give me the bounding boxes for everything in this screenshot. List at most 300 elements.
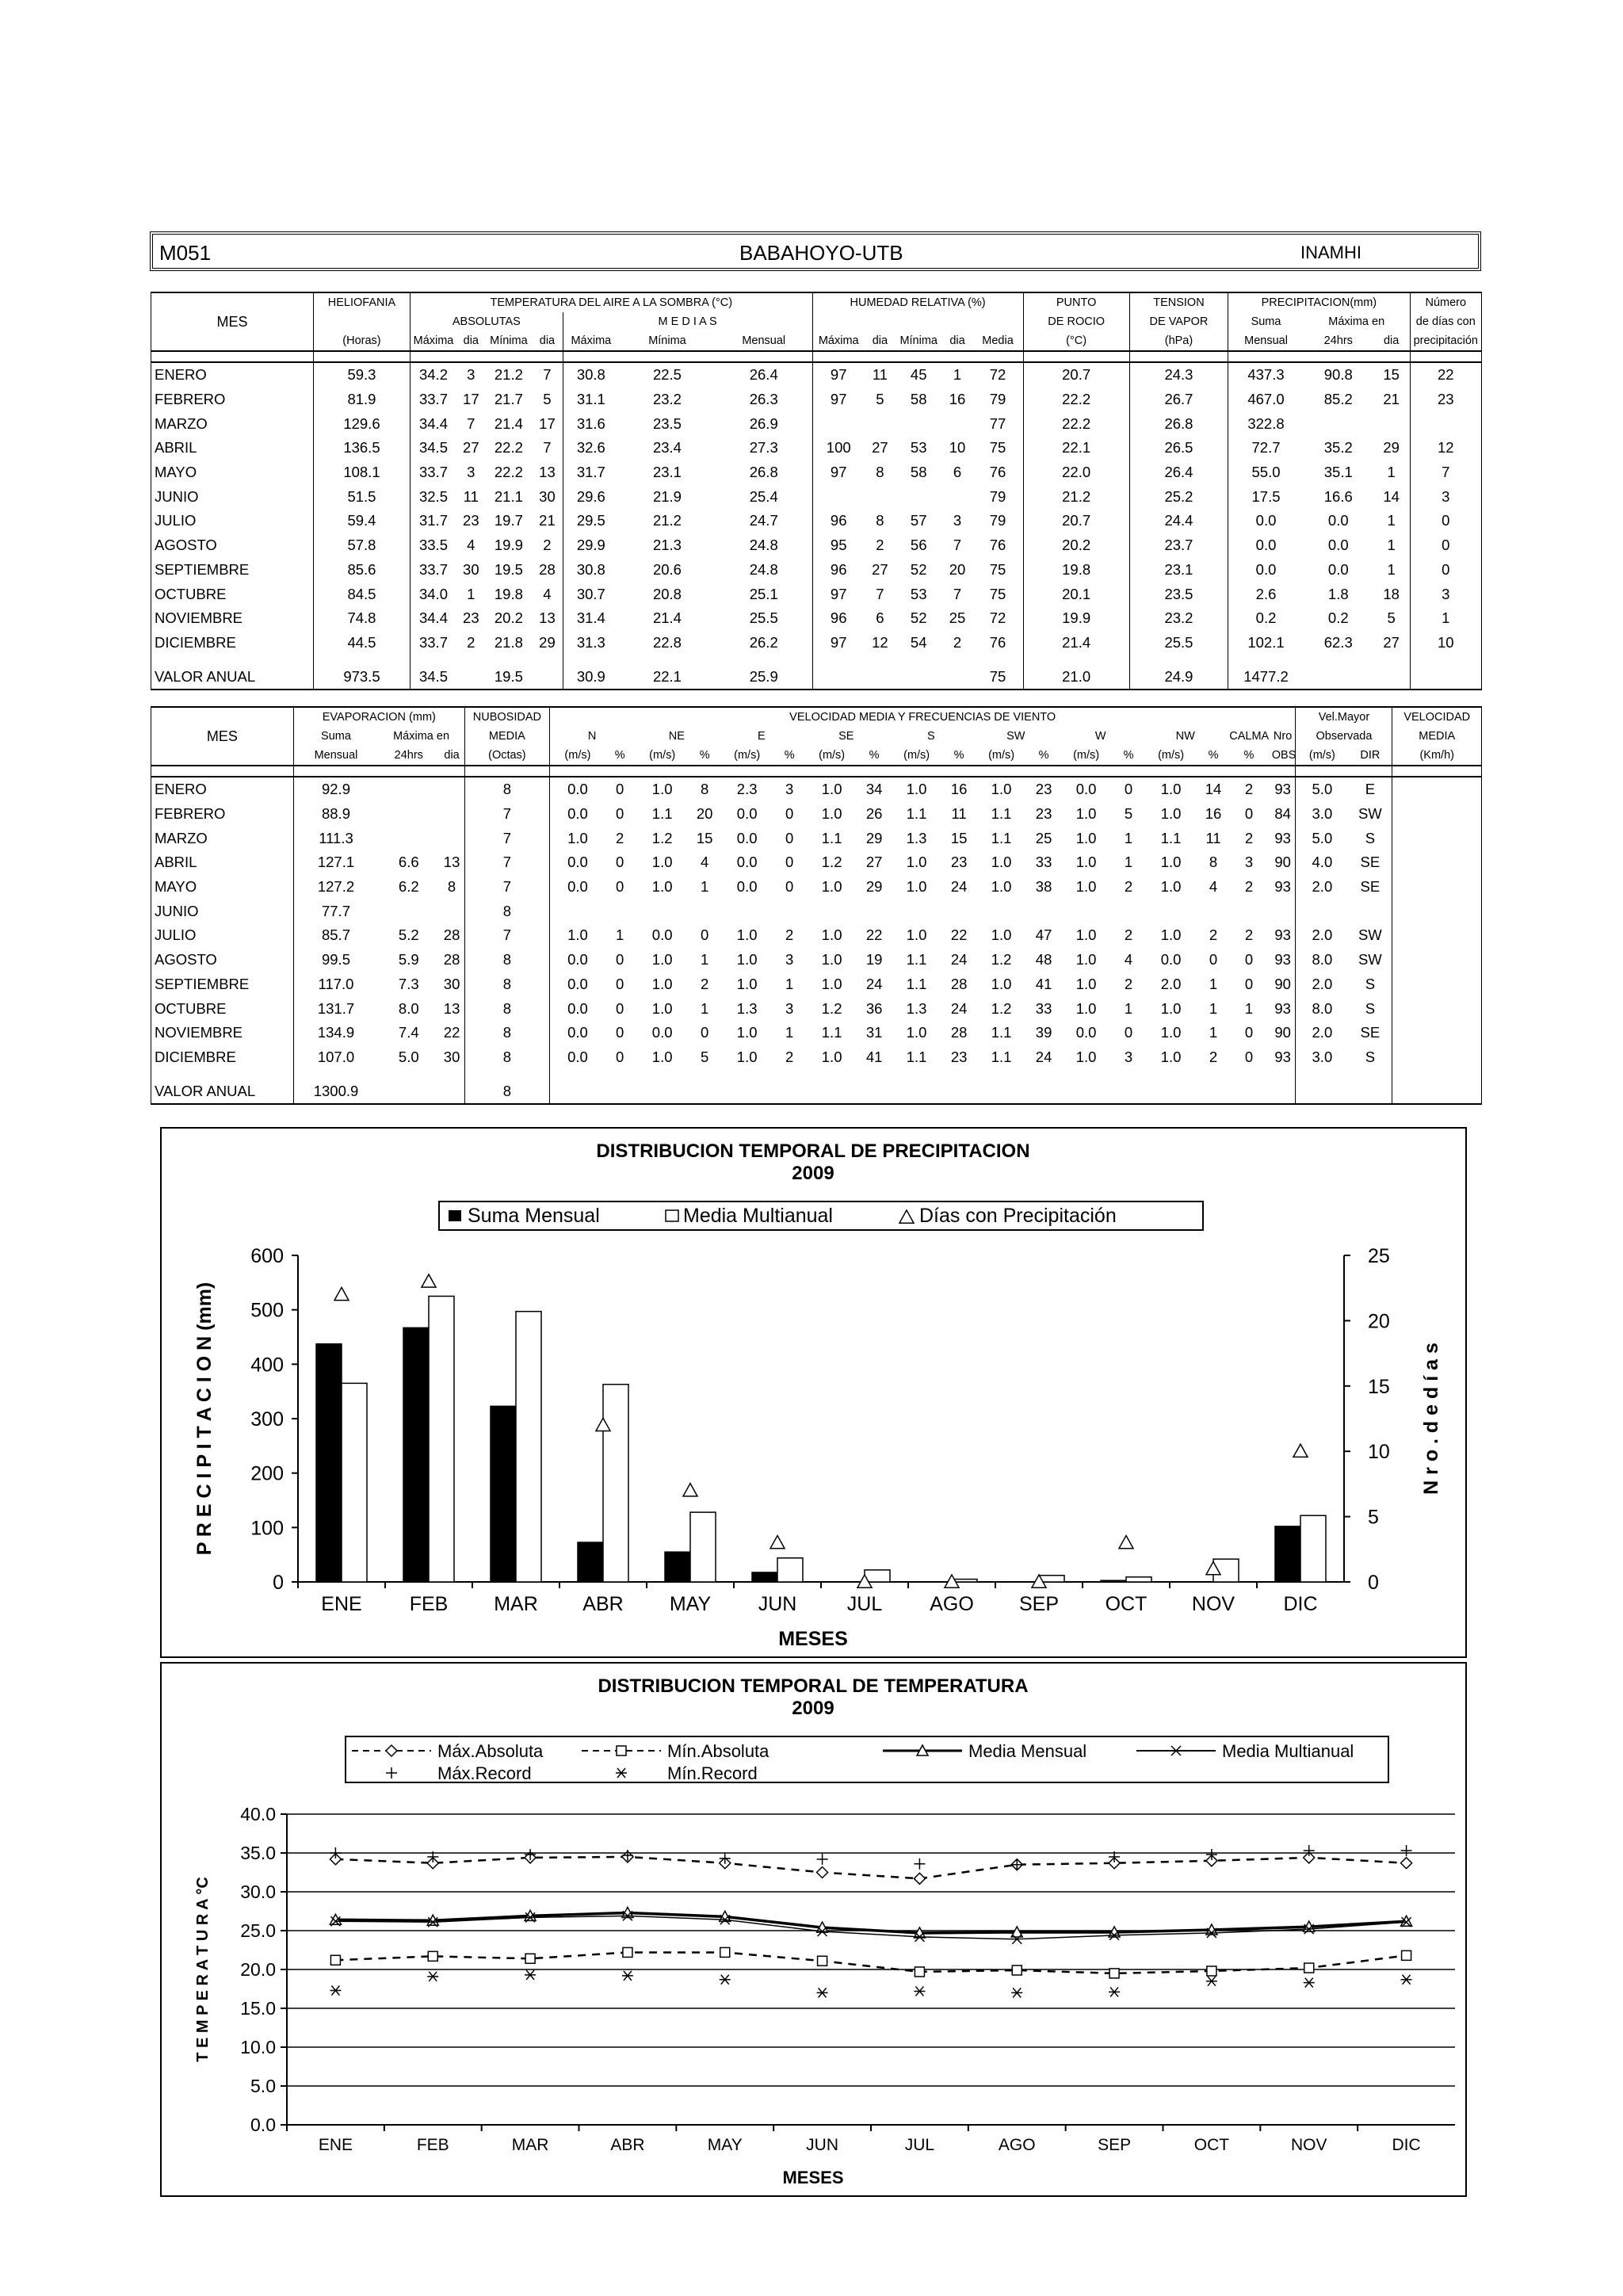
table-cell: 26.3 xyxy=(749,391,778,408)
table-cell xyxy=(865,351,896,362)
table-cell: 1.0 xyxy=(1075,926,1097,944)
table-cell: 1.0 xyxy=(821,975,842,992)
table-cell xyxy=(1392,1045,1482,1070)
x-tick-label: ABR xyxy=(582,1593,624,1615)
table-cell: 0.0 xyxy=(736,854,758,871)
table-cell: 34 xyxy=(860,777,888,802)
point-min-record xyxy=(914,1986,925,1996)
table-cell: 21.1 xyxy=(494,487,523,505)
table-cell xyxy=(1296,766,1348,777)
x-tick-label: JUL xyxy=(904,2136,935,2154)
table-cell: 25.1 xyxy=(749,585,778,602)
table-cell: 21.8 xyxy=(494,633,523,651)
table-cell: 2.3 xyxy=(719,777,775,802)
table-cell: 59.4 xyxy=(313,509,410,533)
table-cell xyxy=(945,1069,973,1079)
table-cell: OCTUBRE xyxy=(151,996,294,1021)
table-cell: 2 xyxy=(785,1048,794,1065)
table-cell: 1 xyxy=(1209,1024,1218,1041)
table-cell xyxy=(439,826,464,850)
table-cell xyxy=(942,655,973,664)
table-cell: 23 xyxy=(463,512,479,529)
table-cell xyxy=(605,1069,634,1079)
table-cell: SE xyxy=(1360,854,1381,871)
table-cell: 1.1 xyxy=(991,829,1012,846)
table-cell xyxy=(634,766,690,777)
table-cell: 24 xyxy=(950,878,968,896)
table-cell: 96 xyxy=(812,509,865,533)
table-cell: 0 xyxy=(1244,975,1254,992)
table-cell: Mínima xyxy=(896,331,942,351)
table-cell: 1.0 xyxy=(634,777,690,802)
table-cell: 53 xyxy=(910,439,927,457)
table-cell xyxy=(865,484,896,509)
table-cell: (m/s) xyxy=(1296,746,1348,766)
table-cell: 0 xyxy=(616,1048,624,1065)
table-cell: 25.2 xyxy=(1129,484,1228,509)
table-cell: 38 xyxy=(1035,878,1052,896)
table-cell: 1.0 xyxy=(804,777,860,802)
x-tick-label: OCT xyxy=(1105,1593,1148,1615)
point-min-absoluta xyxy=(1012,1966,1022,1975)
table-cell: 24.9 xyxy=(1129,664,1228,690)
table-cell: (m/s) xyxy=(634,746,690,766)
table-cell: 1.1 xyxy=(906,1048,927,1065)
table-cell xyxy=(1392,1079,1482,1104)
table-cell: 0 xyxy=(616,1024,624,1041)
table-cell: Número xyxy=(1410,292,1481,312)
chart-title: DISTRIBUCION TEMPORAL DE PRECIPITACION xyxy=(596,1140,1030,1162)
table-cell: Mínima xyxy=(619,331,716,351)
table-cell: DE VAPOR xyxy=(1129,312,1228,331)
table-cell: % xyxy=(1199,746,1228,766)
table-cell xyxy=(1410,664,1481,690)
y-axis-title: T E M P E R A T U R A °C xyxy=(194,1877,212,2062)
table-cell xyxy=(865,664,896,690)
table-cell: 22 xyxy=(950,926,968,944)
legend-label: Mín.Record xyxy=(667,1763,758,1783)
table-cell: 1.0 xyxy=(888,777,945,802)
table-cell: MAYO xyxy=(151,875,294,900)
table-cell: 24.4 xyxy=(1129,509,1228,533)
table-cell xyxy=(973,1069,1029,1079)
bar-suma-mensual xyxy=(403,1328,429,1582)
table-cell xyxy=(549,1069,605,1079)
table-cell: 2 xyxy=(1244,878,1254,896)
table-cell: 8.0 xyxy=(1296,948,1348,972)
table-cell: 85.6 xyxy=(313,558,410,583)
table-cell: 25.5 xyxy=(749,609,778,627)
table-row xyxy=(151,802,1482,827)
table-cell: 0.0 xyxy=(1327,537,1349,554)
bar-media-multianual xyxy=(777,1558,803,1582)
table-row xyxy=(151,484,1482,509)
table-cell: 24 xyxy=(865,975,883,992)
table-cell: 45 xyxy=(896,362,942,388)
point-max-absoluta xyxy=(914,1873,925,1884)
table-cell: 33 xyxy=(1035,999,1052,1017)
table-cell: 0 xyxy=(616,878,624,896)
table-cell: 19.8 xyxy=(1023,558,1129,583)
table-cell: 0.0 xyxy=(549,777,605,802)
table-cell: SW xyxy=(1358,926,1382,944)
table-cell: 1 xyxy=(1410,606,1481,631)
table-cell: 25 xyxy=(949,609,966,627)
table-cell: 20.7 xyxy=(1023,509,1129,533)
table-cell: SW xyxy=(1358,951,1382,968)
table-cell: 1.1 xyxy=(906,805,927,823)
table-cell: NW xyxy=(1175,730,1195,743)
table-cell: ENERO xyxy=(151,777,294,802)
x-tick-label: MAR xyxy=(511,2136,549,2154)
x-tick-label: AGO xyxy=(930,1593,974,1615)
legend-swatch-media xyxy=(666,1210,678,1221)
table-cell: 129.6 xyxy=(313,411,410,436)
table-cell: 31.6 xyxy=(563,411,619,436)
table-cell: 23.2 xyxy=(652,391,682,408)
table-cell xyxy=(464,1069,549,1079)
bar-suma-mensual xyxy=(665,1552,690,1582)
table-cell: SE xyxy=(1360,878,1381,896)
table-cell: 24.8 xyxy=(749,537,778,554)
table-cell: 7 xyxy=(464,802,549,827)
table-row xyxy=(151,826,1482,850)
table-cell: NE xyxy=(668,730,685,743)
table-cell: (m/s) xyxy=(888,746,945,766)
table-cell: 5 xyxy=(543,391,552,408)
table-cell: 3 xyxy=(1124,1048,1133,1065)
table-cell: % xyxy=(690,746,719,766)
table-cell: S xyxy=(1365,999,1376,1017)
table-cell: TEMPERATURA DEL AIRE A LA SOMBRA (°C) xyxy=(410,292,812,312)
table-cell: 41 xyxy=(1035,975,1052,992)
point-min-absoluta xyxy=(818,1956,827,1966)
table-cell: 23 xyxy=(950,854,968,871)
table-cell xyxy=(896,484,942,509)
table-cell: 0 xyxy=(1410,533,1481,558)
table-cell: 1.2 xyxy=(821,999,842,1017)
legend-marker xyxy=(617,1746,626,1755)
table-cell: DE ROCIO xyxy=(1023,312,1129,331)
table-cell: 131.7 xyxy=(293,996,378,1021)
table-cell: 0.0 xyxy=(1228,509,1304,533)
table-cell: Media xyxy=(973,331,1024,351)
table-cell xyxy=(464,766,549,777)
y-tick-label: 5.0 xyxy=(250,2076,276,2096)
table-cell: 1.1 xyxy=(991,1024,1012,1041)
table-cell: 13 xyxy=(539,464,556,481)
table-cell xyxy=(439,1079,464,1104)
table-cell: 3 xyxy=(775,777,804,802)
x-tick-label: JUN xyxy=(806,2136,839,2154)
table-cell: dia xyxy=(439,746,464,766)
x-tick-label: FEB xyxy=(409,1593,449,1615)
table-cell: 11 xyxy=(1205,829,1221,846)
table-cell: 2.0 xyxy=(1296,972,1348,997)
table-cell xyxy=(1114,1069,1143,1079)
point-min-record xyxy=(622,1971,633,1981)
table-cell: 33 xyxy=(1035,854,1052,871)
table-cell: 52 xyxy=(910,560,927,578)
table-cell: 1.0 xyxy=(1075,878,1097,896)
table-cell: 3 xyxy=(785,951,794,968)
table-cell: 1.0 xyxy=(906,878,927,896)
table-cell: 95 xyxy=(812,533,865,558)
table-cell: 1.0 xyxy=(991,878,1012,896)
table-cell: 6.6 xyxy=(398,854,419,871)
table-cell: 0 xyxy=(1244,951,1254,968)
y-tick-label: 0 xyxy=(273,1572,284,1594)
header-row xyxy=(151,746,1482,766)
table-cell: SW xyxy=(1358,805,1382,823)
table-cell: 23.1 xyxy=(1129,558,1228,583)
table-cell xyxy=(1296,899,1348,923)
table-row xyxy=(151,558,1482,583)
table-cell: 437.3 xyxy=(1228,362,1304,388)
table-cell: 33.7 xyxy=(410,388,456,412)
table-cell: 93 xyxy=(1270,777,1296,802)
table-cell: 8 xyxy=(1209,854,1218,871)
table-cell: 3 xyxy=(1410,484,1481,509)
table-cell: 30.9 xyxy=(563,664,619,690)
table-row xyxy=(151,972,1482,997)
table-cell: E xyxy=(1348,777,1392,802)
table-row xyxy=(151,850,1482,875)
table-cell: 47 xyxy=(1035,926,1052,944)
table-cell: 0.0 xyxy=(1058,777,1114,802)
table-cell: 16 xyxy=(945,777,973,802)
table-cell: MARZO xyxy=(151,826,294,850)
x-tick-label: ABR xyxy=(610,2136,645,2154)
table-cell: 1.0 xyxy=(1160,878,1182,896)
table-cell xyxy=(1270,1069,1296,1079)
table-cell: 15 xyxy=(1373,362,1410,388)
marker-dias-precipitacion xyxy=(422,1274,436,1287)
table-cell: 53 xyxy=(910,585,927,602)
table-cell xyxy=(1410,655,1481,664)
table-cell: 21.2 xyxy=(486,362,533,388)
x-tick-label: AGO xyxy=(998,2136,1036,2154)
table-cell xyxy=(456,351,486,362)
table-cell: 22.5 xyxy=(619,362,716,388)
table-cell: 7.4 xyxy=(398,1024,419,1041)
table-cell: 76 xyxy=(989,633,1006,651)
table-cell: 28 xyxy=(950,975,968,992)
y-tick-label: 300 xyxy=(250,1408,284,1431)
table-cell: DICIEMBRE xyxy=(151,1045,294,1070)
table-cell: 1.0 xyxy=(1160,1024,1182,1041)
table-cell: 117.0 xyxy=(293,972,378,997)
table-cell: PRECIPITACION(mm) xyxy=(1228,292,1410,312)
y2-tick-label: 25 xyxy=(1368,1245,1390,1267)
table-cell: 23 xyxy=(950,1048,968,1065)
table-cell: 1.0 xyxy=(651,1048,673,1065)
bar-media-multianual xyxy=(1126,1577,1151,1582)
table-row xyxy=(151,460,1482,485)
table-cell: 2.6 xyxy=(1228,582,1304,606)
table-cell: 19.9 xyxy=(494,537,523,554)
table-cell: 90 xyxy=(1274,975,1291,992)
table-row xyxy=(151,606,1482,631)
table-cell: 1 xyxy=(701,951,709,968)
table-cell: 22 xyxy=(1410,362,1481,388)
table-cell: 5.0 xyxy=(1296,777,1348,802)
table-cell xyxy=(719,899,775,923)
table-cell: 39 xyxy=(1035,1024,1052,1041)
table-cell xyxy=(1129,351,1228,362)
table-cell: 32.6 xyxy=(563,436,619,460)
table-cell: 2 xyxy=(1124,975,1133,992)
header-row xyxy=(151,727,1482,746)
table-cell xyxy=(812,664,865,690)
table-cell: 30 xyxy=(443,975,460,992)
y2-tick-label: 15 xyxy=(1368,1375,1390,1398)
table-cell: 1.3 xyxy=(906,999,927,1017)
table-cell xyxy=(1296,1079,1348,1104)
table-cell: 88.9 xyxy=(293,802,378,827)
temperature-chart-frame xyxy=(160,1662,1467,2197)
table-cell: 8 xyxy=(447,878,456,896)
x-tick-label: JUL xyxy=(846,1593,883,1615)
table-cell xyxy=(293,766,378,777)
table-cell: 20.8 xyxy=(652,585,682,602)
table-cell: 11 xyxy=(463,487,479,505)
table-cell: 36 xyxy=(865,999,883,1017)
table-cell: 2 xyxy=(467,633,475,651)
table-cell: 34.4 xyxy=(410,606,456,631)
table-cell xyxy=(1228,1079,1270,1104)
table-cell xyxy=(439,766,464,777)
annual-row xyxy=(151,664,1482,690)
point-min-record xyxy=(1206,1977,1217,1986)
table-cell xyxy=(865,411,896,436)
table-cell xyxy=(605,766,634,777)
table-cell: 1 xyxy=(1244,999,1254,1017)
table-cell xyxy=(1199,1079,1228,1104)
table-cell xyxy=(151,746,294,766)
table-cell: 8 xyxy=(464,1079,549,1104)
table-cell: 4 xyxy=(1209,878,1218,896)
table-cell xyxy=(1114,766,1143,777)
table-cell: 2 xyxy=(701,975,709,992)
table-cell: 26.8 xyxy=(1129,411,1228,436)
table-cell: 2 xyxy=(1124,926,1133,944)
point-min-absoluta xyxy=(720,1947,730,1957)
table-cell: SE xyxy=(838,730,854,743)
table-cell: 7 xyxy=(464,923,549,948)
table-cell: 33.5 xyxy=(410,533,456,558)
table-cell: 136.5 xyxy=(313,436,410,460)
table-cell: HUMEDAD RELATIVA (%) xyxy=(812,292,1023,312)
table-cell xyxy=(1392,996,1482,1021)
table-cell xyxy=(1228,655,1304,664)
table-cell xyxy=(942,411,973,436)
table-cell: % xyxy=(605,746,634,766)
table-cell: 24.3 xyxy=(1129,362,1228,388)
table-cell: 58 xyxy=(910,391,927,408)
table-cell: ABRIL xyxy=(151,436,314,460)
table-cell: (m/s) xyxy=(719,746,775,766)
table-cell: 57.8 xyxy=(313,533,410,558)
table-cell xyxy=(1058,766,1114,777)
table-cell xyxy=(1270,1079,1296,1104)
table-cell: 0.0 xyxy=(1327,560,1349,578)
table-cell xyxy=(439,1069,464,1079)
table-cell xyxy=(690,766,719,777)
table-cell: 1.0 xyxy=(906,854,927,871)
table-cell: 7 xyxy=(1410,460,1481,485)
table-cell: HELIOFANIA xyxy=(313,292,410,312)
table-cell xyxy=(1029,766,1058,777)
table-cell: S xyxy=(1365,1048,1376,1065)
header-row xyxy=(151,331,1482,351)
table-cell: 16 xyxy=(949,391,966,408)
header-row xyxy=(151,312,1482,331)
table-row xyxy=(151,1045,1482,1070)
point-min-absoluta xyxy=(1207,1966,1216,1976)
table-cell xyxy=(410,351,456,362)
table-cell: 2 xyxy=(1244,926,1254,944)
table-cell xyxy=(1392,1069,1482,1079)
table-cell: 5 xyxy=(876,391,884,408)
table-cell xyxy=(151,1069,294,1079)
table-cell: JULIO xyxy=(151,509,314,533)
marker-dias-precipitacion xyxy=(770,1536,785,1549)
chart-subtitle: 2009 xyxy=(792,1163,834,1184)
table-cell: 23.5 xyxy=(1129,582,1228,606)
table-cell xyxy=(1392,766,1482,777)
table-cell: 0 xyxy=(1410,558,1481,583)
table-cell: 4 xyxy=(701,854,709,871)
table-cell xyxy=(1023,351,1129,362)
table-cell: 1.0 xyxy=(651,878,673,896)
table-cell xyxy=(1029,1079,1058,1104)
table-cell: 30.8 xyxy=(563,558,619,583)
table-cell: 34.2 xyxy=(410,362,456,388)
table-cell: 1.1 xyxy=(906,975,927,992)
table-cell xyxy=(1199,899,1228,923)
table-cell: ENERO xyxy=(151,362,314,388)
table-cell xyxy=(634,899,690,923)
table-cell: Nro xyxy=(1273,730,1293,743)
table-cell: 19 xyxy=(865,951,883,968)
table-cell: 1 xyxy=(1387,464,1396,481)
station-header xyxy=(150,231,1481,271)
table-cell xyxy=(634,1079,690,1104)
table-cell: 31 xyxy=(865,1024,883,1041)
table-cell xyxy=(804,1069,860,1079)
table-cell: 1.1 xyxy=(651,805,673,823)
point-min-record xyxy=(525,1970,536,1980)
table-cell xyxy=(775,899,804,923)
table-cell: 2 xyxy=(1124,878,1133,896)
table-cell: 1.2 xyxy=(821,854,842,871)
table-cell: MES xyxy=(151,312,314,331)
table-cell: precipitación xyxy=(1410,331,1481,351)
table-cell: 15 xyxy=(950,829,968,846)
table-cell: 30 xyxy=(443,1048,460,1065)
table-cell: 0 xyxy=(701,926,709,944)
table-cell: 29.5 xyxy=(563,509,619,533)
table-cell: 21.2 xyxy=(652,512,682,529)
table-cell: 24.8 xyxy=(749,560,778,578)
table-cell: 93 xyxy=(1274,926,1291,944)
table-cell: 21.7 xyxy=(494,391,523,408)
table-cell: Máxima en xyxy=(393,730,450,743)
table-cell: 30.8 xyxy=(563,362,619,388)
table-cell: 0.0 xyxy=(736,878,758,896)
table-cell: 85.2 xyxy=(1323,391,1353,408)
